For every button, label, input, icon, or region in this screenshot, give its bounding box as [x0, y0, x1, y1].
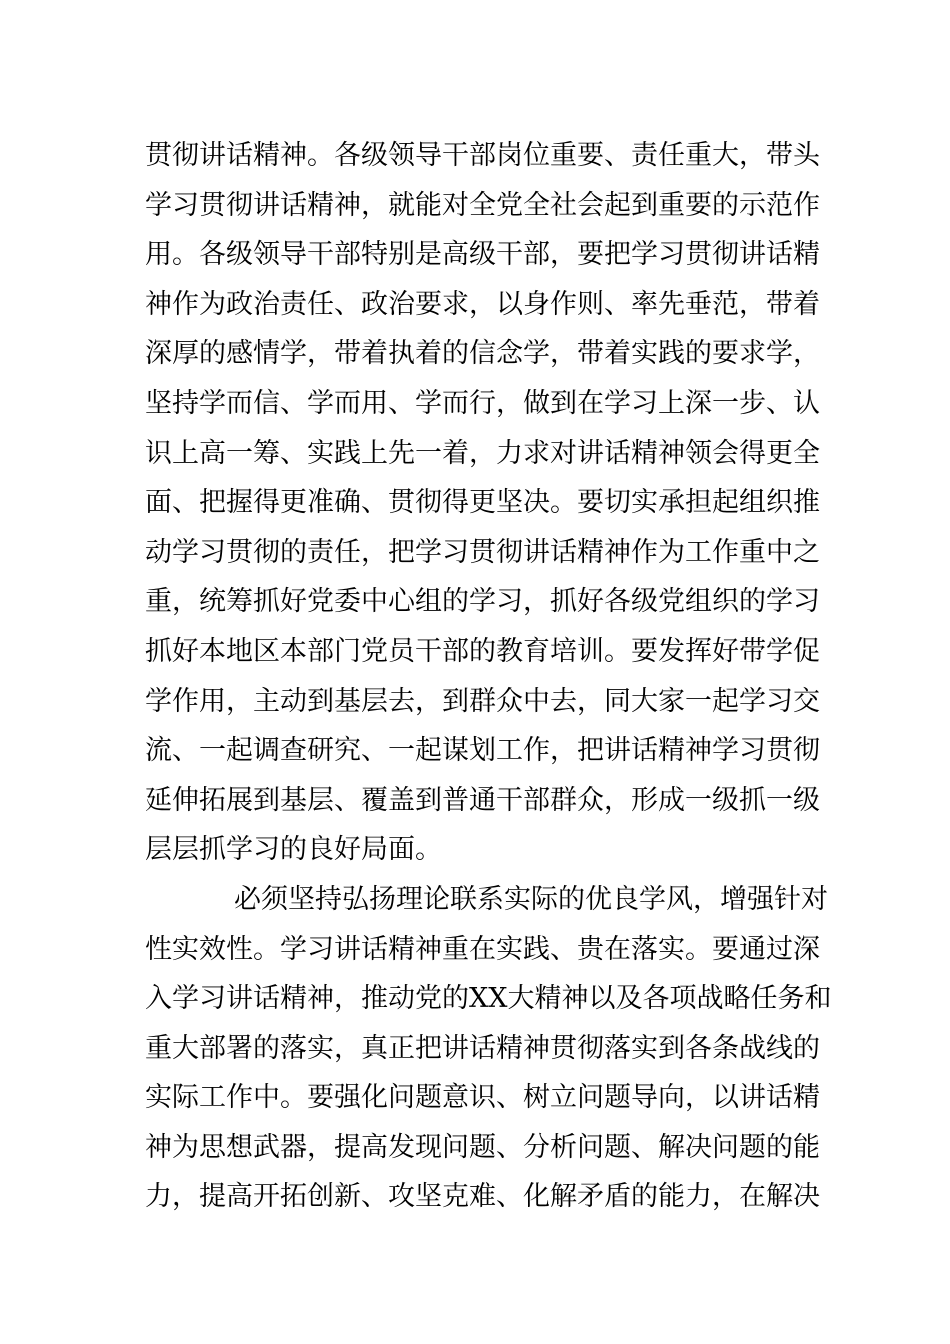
text-line: 抓好本地区本部门党员干部的教育培训。要发挥好带学促	[145, 635, 820, 667]
text-line: 动学习贯彻的责任，把学习贯彻讲话精神作为工作重中之	[145, 536, 820, 568]
paragraph-first-line: 必须坚持弘扬理论联系实际的优良学风，增强针对	[234, 883, 828, 915]
text-line: 性实效性。学习讲话精神重在实践、贵在落实。要通过深	[145, 933, 820, 965]
text-line: 层层抓学习的良好局面。	[145, 834, 442, 866]
text-line: 力，提高开拓创新、攻坚克难、化解矛盾的能力，在解决	[145, 1181, 820, 1213]
text-line: 神为思想武器，提高发现问题、分析问题、解决问题的能	[145, 1131, 820, 1163]
text-line: 延伸拓展到基层、覆盖到普通干部群众，形成一级抓一级	[145, 784, 820, 816]
text-line: 重大部署的落实，真正把讲话精神贯彻落实到各条战线的	[145, 1032, 820, 1064]
text-line: 坚持学而信、学而用、学而行，做到在学习上深一步、认	[145, 387, 820, 419]
text-line: 神作为政治责任、政治要求，以身作则、率先垂范，带着	[145, 288, 820, 320]
text-line: 学作用，主动到基层去，到群众中去，同大家一起学习交	[145, 685, 820, 717]
body-text	[145, 131, 832, 1222]
text-line: 贯彻讲话精神。各级领导干部岗位重要、责任重大，带头	[145, 140, 820, 171]
text-line: 学习贯彻讲话精神，就能对全党全社会起到重要的示范作	[145, 189, 820, 221]
text-line: 流、一起调查研究、一起谋划工作，把讲话精神学习贯彻	[145, 735, 820, 767]
text-line: 实际工作中。要强化问题意识、树立问题导向，以讲话精	[145, 1082, 820, 1114]
text-line: 面、把握得更准确、贯彻得更坚决。要切实承担起组织推	[145, 487, 820, 519]
text-line: 重，统筹抓好党委中心组的学习，抓好各级党组织的学习	[145, 586, 820, 618]
text-line: 深厚的感情学，带着执着的信念学，带着实践的要求学，	[145, 338, 820, 370]
text-line: 用。各级领导干部特别是高级干部，要把学习贯彻讲话精	[145, 239, 820, 271]
text-line: 入学习讲话精神，推动党的XX大精神以及各项战略任务和	[145, 983, 832, 1015]
text-line: 识上高一筹、实践上先一着，力求对讲话精神领会得更全	[145, 437, 820, 469]
